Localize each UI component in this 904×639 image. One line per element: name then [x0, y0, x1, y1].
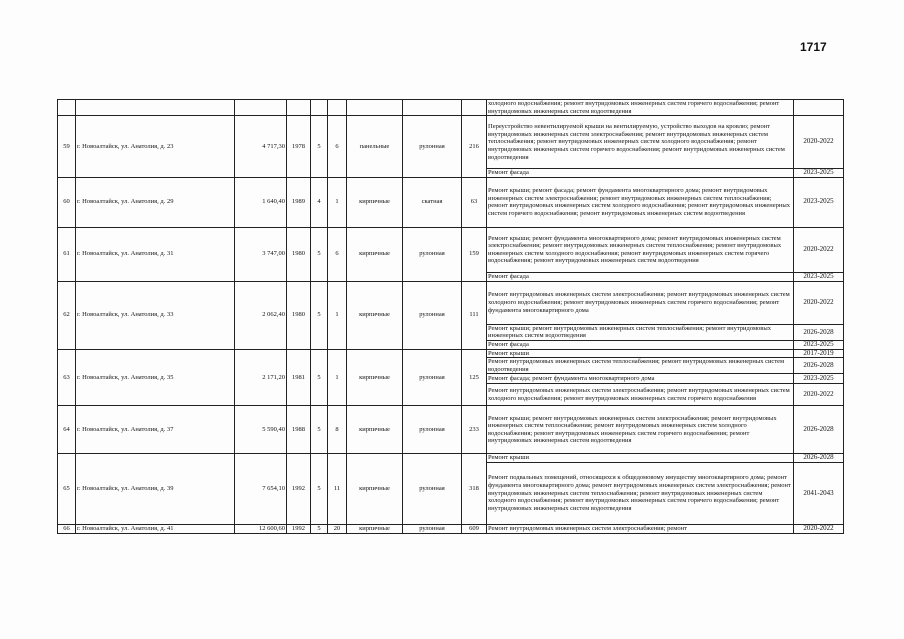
- cell-ent: 1: [328, 281, 347, 349]
- cell-period: 2020-2022: [794, 281, 844, 324]
- cell-roof: рулонная: [403, 406, 462, 454]
- cell-floors: [311, 100, 328, 116]
- cell-work-description: Ремонт фасада: [487, 272, 794, 281]
- cell-year: 1981: [287, 349, 311, 406]
- cell-work-description: Ремонт крыши; ремонт фасада; ремонт фундамента многоквартирного дома; ремонт внутридомовых инженерных систем электроснабжения; ремонт внутридомовых инженерных систем теплоснабжения; ремонт внутридомовых инженерных систем холодного водоснабжения; ремонт внутридомовых инженерных систем горячего водоснабжения; ремонт внутридомовых инженерных систем водоотведения: [487, 177, 794, 227]
- cell-ent: 1: [328, 349, 347, 406]
- cell-apt: 318: [462, 454, 487, 525]
- cell-period: 2026-2028: [794, 324, 844, 340]
- cell-period: 2020-2022: [794, 384, 844, 406]
- table-row: [58, 454, 844, 463]
- cell-apt: 111: [462, 281, 487, 349]
- cell-num: 63: [58, 349, 76, 406]
- cell-year: 1988: [287, 406, 311, 454]
- cell-num: [58, 100, 76, 116]
- cell-apt: 216: [462, 116, 487, 178]
- cell-area: 3 747,00: [235, 227, 287, 281]
- cell-work-description: Ремонт крыши; ремонт внутридомовых инженерных систем электроснабжения; ремонт внутридомовых инженерных систем теплоснабжения; ремонт внутридомовых инженерных систем холодного водоснабжения; ремонт внутридомовых инженерных систем горячего водоснабжения; ремонт внутридомовых инженерных систем водоотведения: [487, 406, 794, 454]
- cell-addr: г. Новоалтайск, ул. Анатолия, д. 29: [76, 177, 235, 227]
- cell-mat: панельные: [347, 116, 403, 178]
- cell-roof: [403, 100, 462, 116]
- cell-period: 2023-2025: [794, 169, 844, 178]
- cell-area: 1 640,40: [235, 177, 287, 227]
- cell-num: 65: [58, 454, 76, 525]
- cell-mat: кирпичные: [347, 406, 403, 454]
- cell-addr: г. Новоалтайск, ул. Анатолия, д. 33: [76, 281, 235, 349]
- cell-num: 66: [58, 524, 76, 533]
- table-row: [58, 281, 844, 324]
- cell-area: 12 600,60: [235, 524, 287, 533]
- cell-addr: г. Новоалтайск, ул. Анатолия, д. 39: [76, 454, 235, 525]
- page-number: 1717: [800, 40, 827, 54]
- cell-roof: рулонная: [403, 116, 462, 178]
- cell-apt: 609: [462, 524, 487, 533]
- cell-floors: 5: [311, 524, 328, 533]
- cell-area: 5 590,40: [235, 406, 287, 454]
- cell-num: 61: [58, 227, 76, 281]
- cell-year: 1978: [287, 116, 311, 178]
- cell-area: 2 171,20: [235, 349, 287, 406]
- cell-apt: 125: [462, 349, 487, 406]
- cell-area: 4 717,30: [235, 116, 287, 178]
- cell-area: 7 654,10: [235, 454, 287, 525]
- cell-work-description: Ремонт внутридомовых инженерных систем электроснабжения; ремонт: [487, 524, 794, 533]
- cell-mat: кирпичные: [347, 524, 403, 533]
- cell-area: [235, 100, 287, 116]
- cell-ent: 1: [328, 177, 347, 227]
- cell-work-description: холодного водоснабжения; ремонт внутридомовых инженерных систем горячего водоснабжения; ремонт внутридомовых инженерных систем водоотведения: [487, 100, 794, 116]
- cell-roof: рулонная: [403, 281, 462, 349]
- cell-floors: 5: [311, 227, 328, 281]
- cell-floors: 5: [311, 349, 328, 406]
- cell-period: 2026-2028: [794, 358, 844, 374]
- table-row: [58, 524, 844, 533]
- cell-work-description: Ремонт внутридомовых инженерных систем электроснабжения; ремонт внутридомовых инженерных систем холодного водоснабжения; ремонт внутридомовых инженерных систем горячего водоснабжения: [487, 384, 794, 406]
- cell-work-description: Ремонт крыши: [487, 349, 794, 358]
- cell-num: 62: [58, 281, 76, 349]
- cell-work-description: Ремонт внутридомовых инженерных систем электроснабжения; ремонт внутридомовых инженерных систем холодного водоснабжения; ремонт внутридомовых инженерных систем горячего водоснабжения; ремонт фундамента многоквартирного дома: [487, 281, 794, 324]
- cell-period: 2020-2022: [794, 524, 844, 533]
- cell-addr: г. Новоалтайск, ул. Анатолия, д. 41: [76, 524, 235, 533]
- cell-mat: кирпичные: [347, 177, 403, 227]
- cell-year: 1992: [287, 524, 311, 533]
- cell-mat: кирпичные: [347, 349, 403, 406]
- cell-floors: 4: [311, 177, 328, 227]
- cell-addr: [76, 100, 235, 116]
- cell-addr: г. Новоалтайск, ул. Анатолия, д. 35: [76, 349, 235, 406]
- table-row: [58, 177, 844, 227]
- table-row: [58, 116, 844, 169]
- table-row: [58, 406, 844, 454]
- cell-work-description: Ремонт подвальных помещений, относящихся к общедомовому имуществу многоквартирного дома; ремонт фундамента многоквартирного дома; ремонт внутридомовых инженерных систем электроснабжения; ремонт внутридомовых инженерных систем теплоснабжения; ремонт внутридомовых инженерных систем холодного водоснабжения; ремонт внутридомовых инженерных систем горячего водоснабжения; ремонт внутридомовых инженерных систем водоотведения: [487, 462, 794, 524]
- cell-work-description: Ремонт крыши: [487, 454, 794, 463]
- cell-apt: 233: [462, 406, 487, 454]
- table-row: [58, 100, 844, 116]
- cell-ent: 20: [328, 524, 347, 533]
- cell-ent: 6: [328, 227, 347, 281]
- cell-apt: 63: [462, 177, 487, 227]
- cell-work-description: Переустройство невентилируемой крыши на вентилируемую, устройство выходов на кровлю; ремонт внутридомовых инженерных систем электроснабжения; ремонт внутридомовых инженерных систем теплоснабжения; ремонт внутридомовых инженерных систем холодного водоснабжения; ремонт внутридомовых инженерных систем горячего водоснабжения; ремонт внутридомовых инженерных систем водоотведения: [487, 116, 794, 169]
- cell-period: 2020-2022: [794, 116, 844, 169]
- cell-period: 2026-2028: [794, 406, 844, 454]
- cell-roof: рулонная: [403, 524, 462, 533]
- cell-mat: кирпичные: [347, 227, 403, 281]
- cell-period: 2023-2025: [794, 374, 844, 384]
- cell-period: 2023-2025: [794, 340, 844, 349]
- cell-mat: [347, 100, 403, 116]
- cell-roof: рулонная: [403, 349, 462, 406]
- cell-floors: 5: [311, 406, 328, 454]
- cell-ent: 6: [328, 116, 347, 178]
- cell-period: 2023-2025: [794, 177, 844, 227]
- cell-period: 2026-2028: [794, 454, 844, 463]
- cell-roof: рулонная: [403, 227, 462, 281]
- capital-repair-table: [57, 99, 844, 534]
- cell-area: 2 062,40: [235, 281, 287, 349]
- cell-addr: г. Новоалтайск, ул. Анатолия, д. 37: [76, 406, 235, 454]
- cell-num: 64: [58, 406, 76, 454]
- cell-addr: г. Новоалтайск, ул. Анатолия, д. 23: [76, 116, 235, 178]
- cell-year: 1989: [287, 177, 311, 227]
- cell-ent: 8: [328, 406, 347, 454]
- cell-roof: скатная: [403, 177, 462, 227]
- cell-work-description: Ремонт внутридомовых инженерных систем теплоснабжения; ремонт внутридомовых инженерных систем водоотведения: [487, 358, 794, 374]
- cell-num: 60: [58, 177, 76, 227]
- cell-apt: [462, 100, 487, 116]
- cell-addr: г. Новоалтайск, ул. Анатолия, д. 31: [76, 227, 235, 281]
- cell-year: 1980: [287, 227, 311, 281]
- cell-period: 2023-2025: [794, 272, 844, 281]
- cell-mat: кирпичные: [347, 281, 403, 349]
- cell-year: [287, 100, 311, 116]
- cell-work-description: Ремонт фасада: [487, 340, 794, 349]
- cell-period: [794, 100, 844, 116]
- cell-floors: 5: [311, 116, 328, 178]
- cell-year: 1980: [287, 281, 311, 349]
- cell-period: 2020-2022: [794, 227, 844, 272]
- cell-period: 2017-2019: [794, 349, 844, 358]
- cell-work-description: Ремонт крыши; ремонт фундамента многоквартирного дома; ремонт внутридомовых инженерных систем электроснабжения; ремонт внутридомовых инженерных систем теплоснабжения; ремонт внутридомовых инженерных систем холодного водоснабжения; ремонт внутридомовых инженерных систем горячего водоснабжения; ремонт внутридомовых инженерных систем водоотведения: [487, 227, 794, 272]
- cell-floors: 5: [311, 281, 328, 349]
- cell-apt: 159: [462, 227, 487, 281]
- table-row: [58, 227, 844, 272]
- cell-num: 59: [58, 116, 76, 178]
- cell-roof: рулонная: [403, 454, 462, 525]
- cell-ent: [328, 100, 347, 116]
- cell-work-description: Ремонт крыши; ремонт внутридомовых инженерных систем теплоснабжения; ремонт внутридомовых инженерных систем водоотведения: [487, 324, 794, 340]
- cell-mat: кирпичные: [347, 454, 403, 525]
- cell-year: 1992: [287, 454, 311, 525]
- cell-work-description: Ремонт фасада; ремонт фундамента многоквартирного дома: [487, 374, 794, 384]
- cell-work-description: Ремонт фасада: [487, 169, 794, 178]
- cell-ent: 11: [328, 454, 347, 525]
- cell-period: 2041-2043: [794, 462, 844, 524]
- cell-floors: 5: [311, 454, 328, 525]
- table-row: [58, 349, 844, 358]
